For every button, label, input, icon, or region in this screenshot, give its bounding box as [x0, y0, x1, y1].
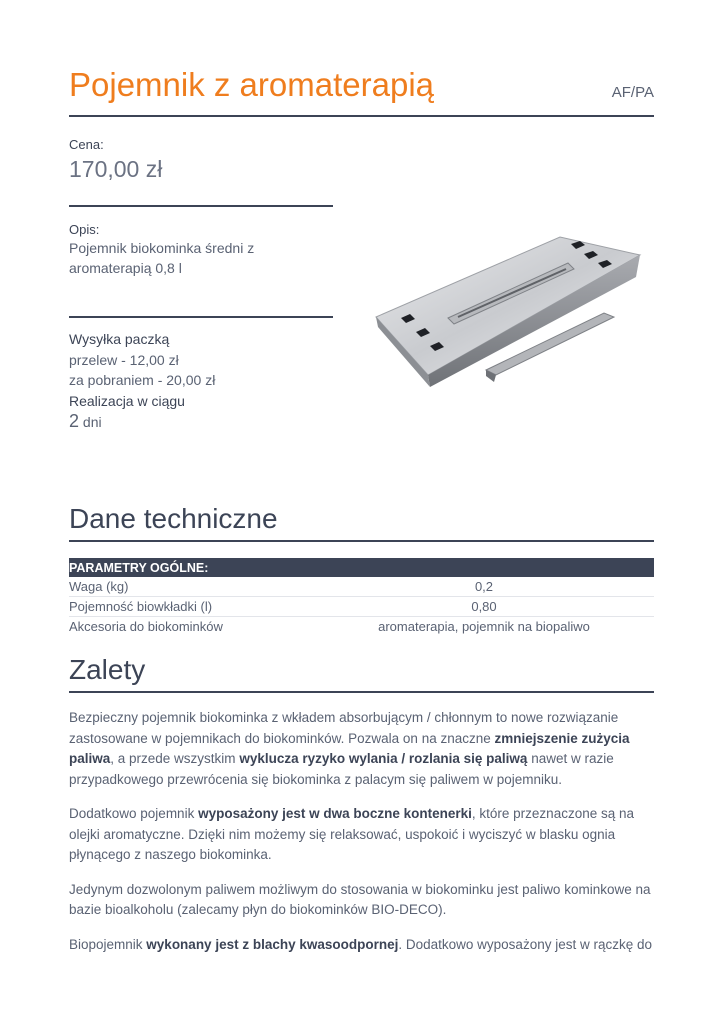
bold-run: wyklucza ryzyko wylania / rozlania się paliwą	[239, 751, 528, 766]
description-label: Opis:	[69, 222, 100, 237]
spec-key: Akcesoria do biokominków	[69, 619, 223, 634]
text-run: . Dodatkowo wyposażony jest w rączkę do	[398, 936, 652, 952]
price-value: 170,00 zł	[69, 156, 163, 182]
paragraph: Jedynym dozwolonym paliwem możliwym do stosowania w biokominku jest paliwo kominkowe na bazie bioalkoholu (zalecamy płyn do biokominków BIO-DECO).	[69, 881, 651, 917]
spec-key: Waga (kg)	[69, 577, 314, 597]
text-run: Dodatkowo pojemnik	[69, 806, 199, 821]
shipping-cod: za pobraniem - 20,00 zł	[69, 372, 216, 388]
spec-value: 0,80	[314, 597, 654, 617]
paragraph	[69, 935, 654, 956]
paragraph	[69, 804, 654, 866]
page-title: Pojemnik z aromaterapią	[69, 66, 434, 103]
bold-run: zmniejszenie zużycia paliwa	[69, 730, 630, 766]
product-image	[368, 225, 658, 395]
spec-key: Pojemność biowkładki (l)	[69, 597, 314, 617]
container-top	[376, 237, 640, 375]
text-run: , a przede wszystkim	[110, 751, 240, 766]
realization-days-number: 2	[69, 411, 80, 431]
product-code: AF/PA	[611, 84, 654, 101]
spec-table	[69, 558, 654, 636]
table-row	[69, 577, 654, 597]
tech-heading: Dane techniczne	[69, 503, 278, 534]
advantages-heading: Zalety	[69, 654, 146, 685]
spec-value: 0,2	[314, 577, 654, 597]
tech-divider	[69, 540, 654, 542]
spec-table-header: PARAMETRY OGÓLNE:	[69, 558, 654, 577]
description-divider	[69, 316, 333, 318]
text-run: Biopojemnik	[69, 936, 147, 952]
realization-days-unit: dni	[82, 414, 102, 430]
spec-value: aromaterapia, pojemnik na biopaliwo	[378, 619, 590, 634]
shipping-block	[69, 329, 215, 433]
price-divider	[69, 205, 333, 207]
text-run: nawet w razie przypadkowego przewrócenia się biokominka z palacym się paliwem w pojemniku.	[69, 751, 614, 787]
text-run: Bezpieczny pojemnik biokominka z wkładem absorbującym / chłonnym to nowe rozwiązanie zastosowane w pojemnikach do biokominków. Pozwala on na znaczne	[69, 710, 619, 746]
advantages-text	[69, 708, 654, 969]
advantages-divider	[69, 691, 654, 693]
paragraph	[69, 708, 654, 790]
title-divider	[69, 115, 654, 117]
text-run: , które przeznaczone są na olejki aromatyczne. Dzięki nim możemy się relaksować, uspokoić i wyciszyć w blasku ognia płynącego z naszego biokominka.	[69, 806, 634, 862]
shipping-transfer: przelew - 12,00 zł	[69, 351, 179, 368]
bold-run: wykonany jest z blachy kwasoodpornej	[146, 936, 399, 952]
realization-label: Realizacja w ciągu	[69, 392, 185, 409]
description-text: Pojemnik biokominka średni z aromaterapią 0,8 l	[69, 240, 255, 276]
table-row	[69, 617, 654, 637]
shipping-title: Wysyłka paczką	[69, 331, 170, 347]
bold-run: wyposażony jest w dwa boczne kontenerki	[198, 806, 472, 821]
realization-days	[69, 411, 215, 433]
price-label: Cena:	[69, 137, 104, 152]
table-row	[69, 597, 654, 617]
